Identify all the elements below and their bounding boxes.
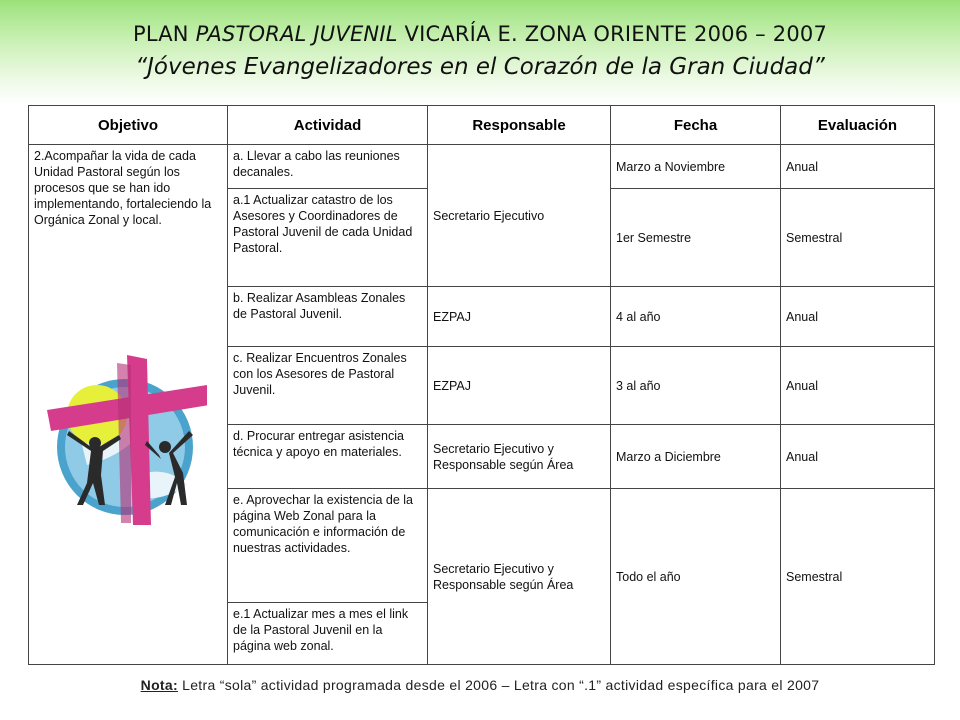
header-fecha: Fecha [611, 106, 781, 145]
activity-cell: c. Realizar Encuentros Zonales con los Asesores de Pastoral Juvenil. [228, 347, 428, 425]
plan-table [28, 105, 935, 665]
evaluation-cell: Semestral [781, 189, 935, 287]
date-cell: Marzo a Noviembre [611, 145, 781, 189]
date-cell: 1er Semestre [611, 189, 781, 287]
responsible-cell: EZPAJ [428, 347, 611, 425]
evaluation-cell: Anual [781, 425, 935, 489]
table-header-row [29, 106, 935, 145]
page-title [0, 22, 960, 46]
activity-cell: e. Aprovechar la existencia de la página Web Zonal para la comunicación e información de nuestras actividades. [228, 489, 428, 603]
date-cell: Todo el año [611, 489, 781, 665]
footnote-label: Nota: [140, 677, 178, 693]
responsible-cell: Secretario Ejecutivo y Responsable según Área [428, 489, 611, 665]
title-part2: VICARÍA E. ZONA ORIENTE 2006 – 2007 [397, 22, 827, 46]
title-italic: PASTORAL JUVENIL [195, 22, 398, 46]
activity-cell: d. Procurar entregar asistencia técnica y apoyo en materiales. [228, 425, 428, 489]
evaluation-cell: Anual [781, 287, 935, 347]
footnote-text: Letra “sola” actividad programada desde el 2006 – Letra con “.1” actividad específica para el 2007 [177, 677, 820, 693]
cross-youth-emblem-icon [47, 355, 207, 525]
title-part1: PLAN [133, 22, 196, 46]
activity-cell: e.1 Actualizar mes a mes el link de la Pastoral Juvenil en la página web zonal. [228, 603, 428, 665]
activity-cell: a. Llevar a cabo las reuniones decanales. [228, 145, 428, 189]
responsible-cell: EZPAJ [428, 287, 611, 347]
header-responsable: Responsable [428, 106, 611, 145]
date-cell: Marzo a Diciembre [611, 425, 781, 489]
evaluation-cell: Semestral [781, 489, 935, 665]
evaluation-cell: Anual [781, 145, 935, 189]
responsible-cell: Secretario Ejecutivo [428, 145, 611, 287]
header-objetivo: Objetivo [29, 106, 228, 145]
objective-text: 2.Acompañar la vida de cada Unidad Pastoral según los procesos que se han ido implementando, fortaleciendo la Orgánica Zonal y local. [34, 149, 212, 227]
activity-cell: b. Realizar Asambleas Zonales de Pastoral Juvenil. [228, 287, 428, 347]
date-cell: 3 al año [611, 347, 781, 425]
page-subtitle: “Jóvenes Evangelizadores en el Corazón de la Gran Ciudad” [135, 54, 825, 80]
header-actividad: Actividad [228, 106, 428, 145]
date-cell: 4 al año [611, 287, 781, 347]
table-row [29, 145, 935, 189]
objective-cell [29, 145, 228, 665]
footnote [0, 677, 960, 693]
header-evaluacion: Evaluación [781, 106, 935, 145]
responsible-cell: Secretario Ejecutivo y Responsable según Área [428, 425, 611, 489]
evaluation-cell: Anual [781, 347, 935, 425]
activity-cell: a.1 Actualizar catastro de los Asesores y Coordinadores de Pastoral Juvenil de cada Unidad Pastoral. [228, 189, 428, 287]
